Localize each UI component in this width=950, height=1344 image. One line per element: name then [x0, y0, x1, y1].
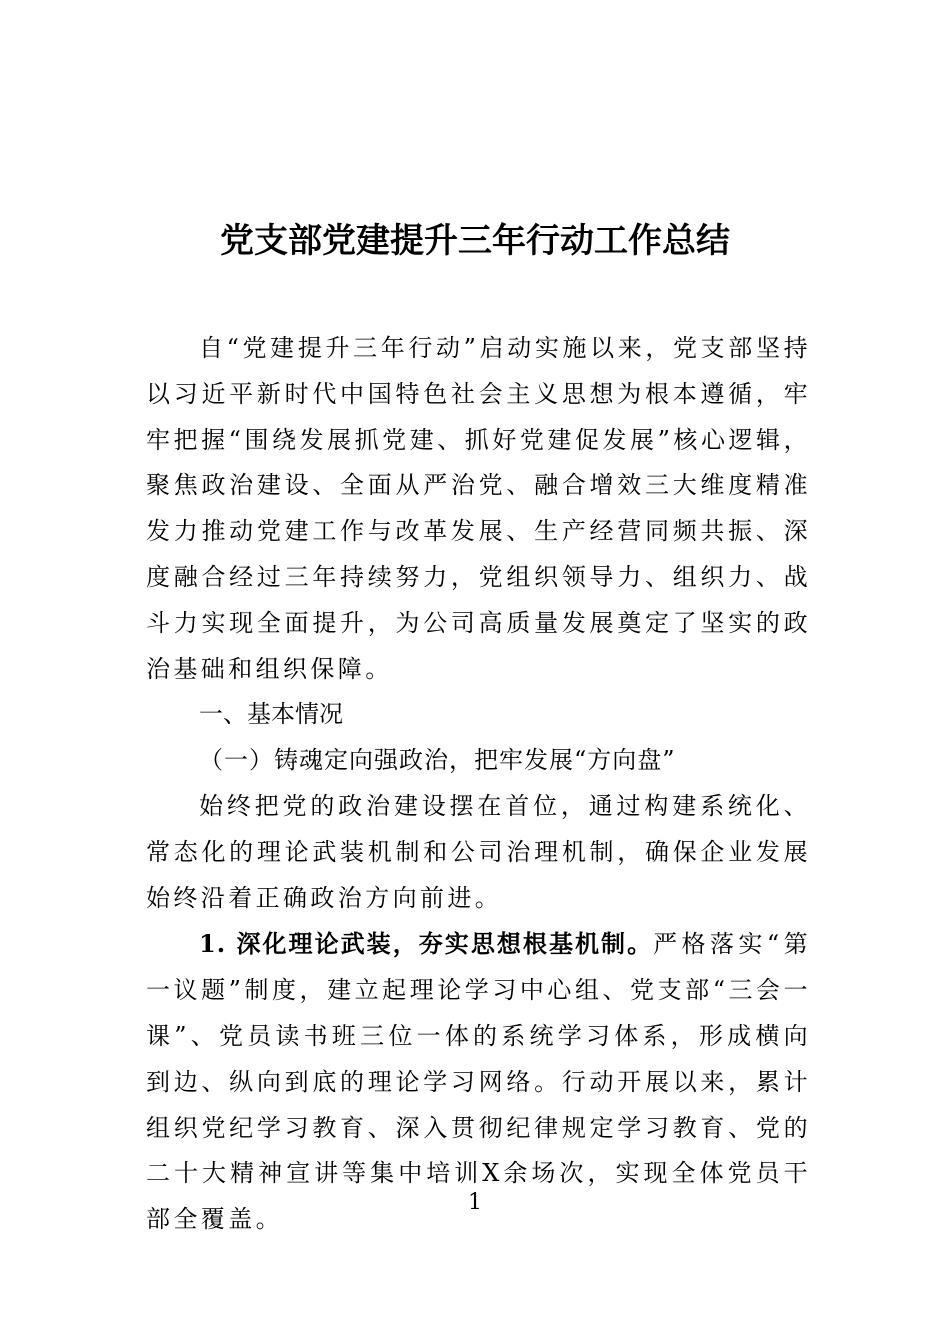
item-lead-text: 1. 深化理论武装，夯实思想根基机制。: [199, 929, 654, 959]
subsection-heading-political-building: （一）铸魂定向强政治，把牢发展“方向盘”: [199, 746, 676, 775]
intro-paragraph: 自“党建提升三年行动”启动实施以来，党支部坚持以习近平新时代中国特色社会主义思想为根本遵循，牢牢把握“围绕发展抓党建、抓好党建促发展”核心逻辑，聚焦政治建设、全面从严治党、融合增效三大维度精准发力推动党建工作与改革发展、生产经营同频共振、深度融合经过三年持续努力，党组织领导力、组织力、战斗力实现全面提升，为公司高质量发展奠定了坚实的政治基础和组织保障。: [146, 334, 811, 683]
section-heading-basic-situation: 一、基本情况: [199, 700, 343, 729]
item-body-text: 严格落实“第一议题”制度，建立起理论学习中心组、党支部“三会一课”、党员读书班三位一体的系统学习体系，形成横向到边、纵向到底的理论学习网络。行动开展以来，累计组织党纪学习教育、深入贯彻纪律规定学习教育、党的二十大精神宣讲等集中培训X余场次，实现全体党员干部全覆盖。: [146, 930, 811, 1234]
subsection-intro-paragraph: 始终把党的政治建设摆在首位，通过构建系统化、常态化的理论武装机制和公司治理机制，确保企业发展始终沿着正确政治方向前进。: [146, 791, 811, 912]
page-number: 1: [468, 1190, 482, 1215]
document-title: 党支部党建提升三年行动工作总结: [220, 220, 730, 261]
document-body: [146, 326, 811, 1243]
